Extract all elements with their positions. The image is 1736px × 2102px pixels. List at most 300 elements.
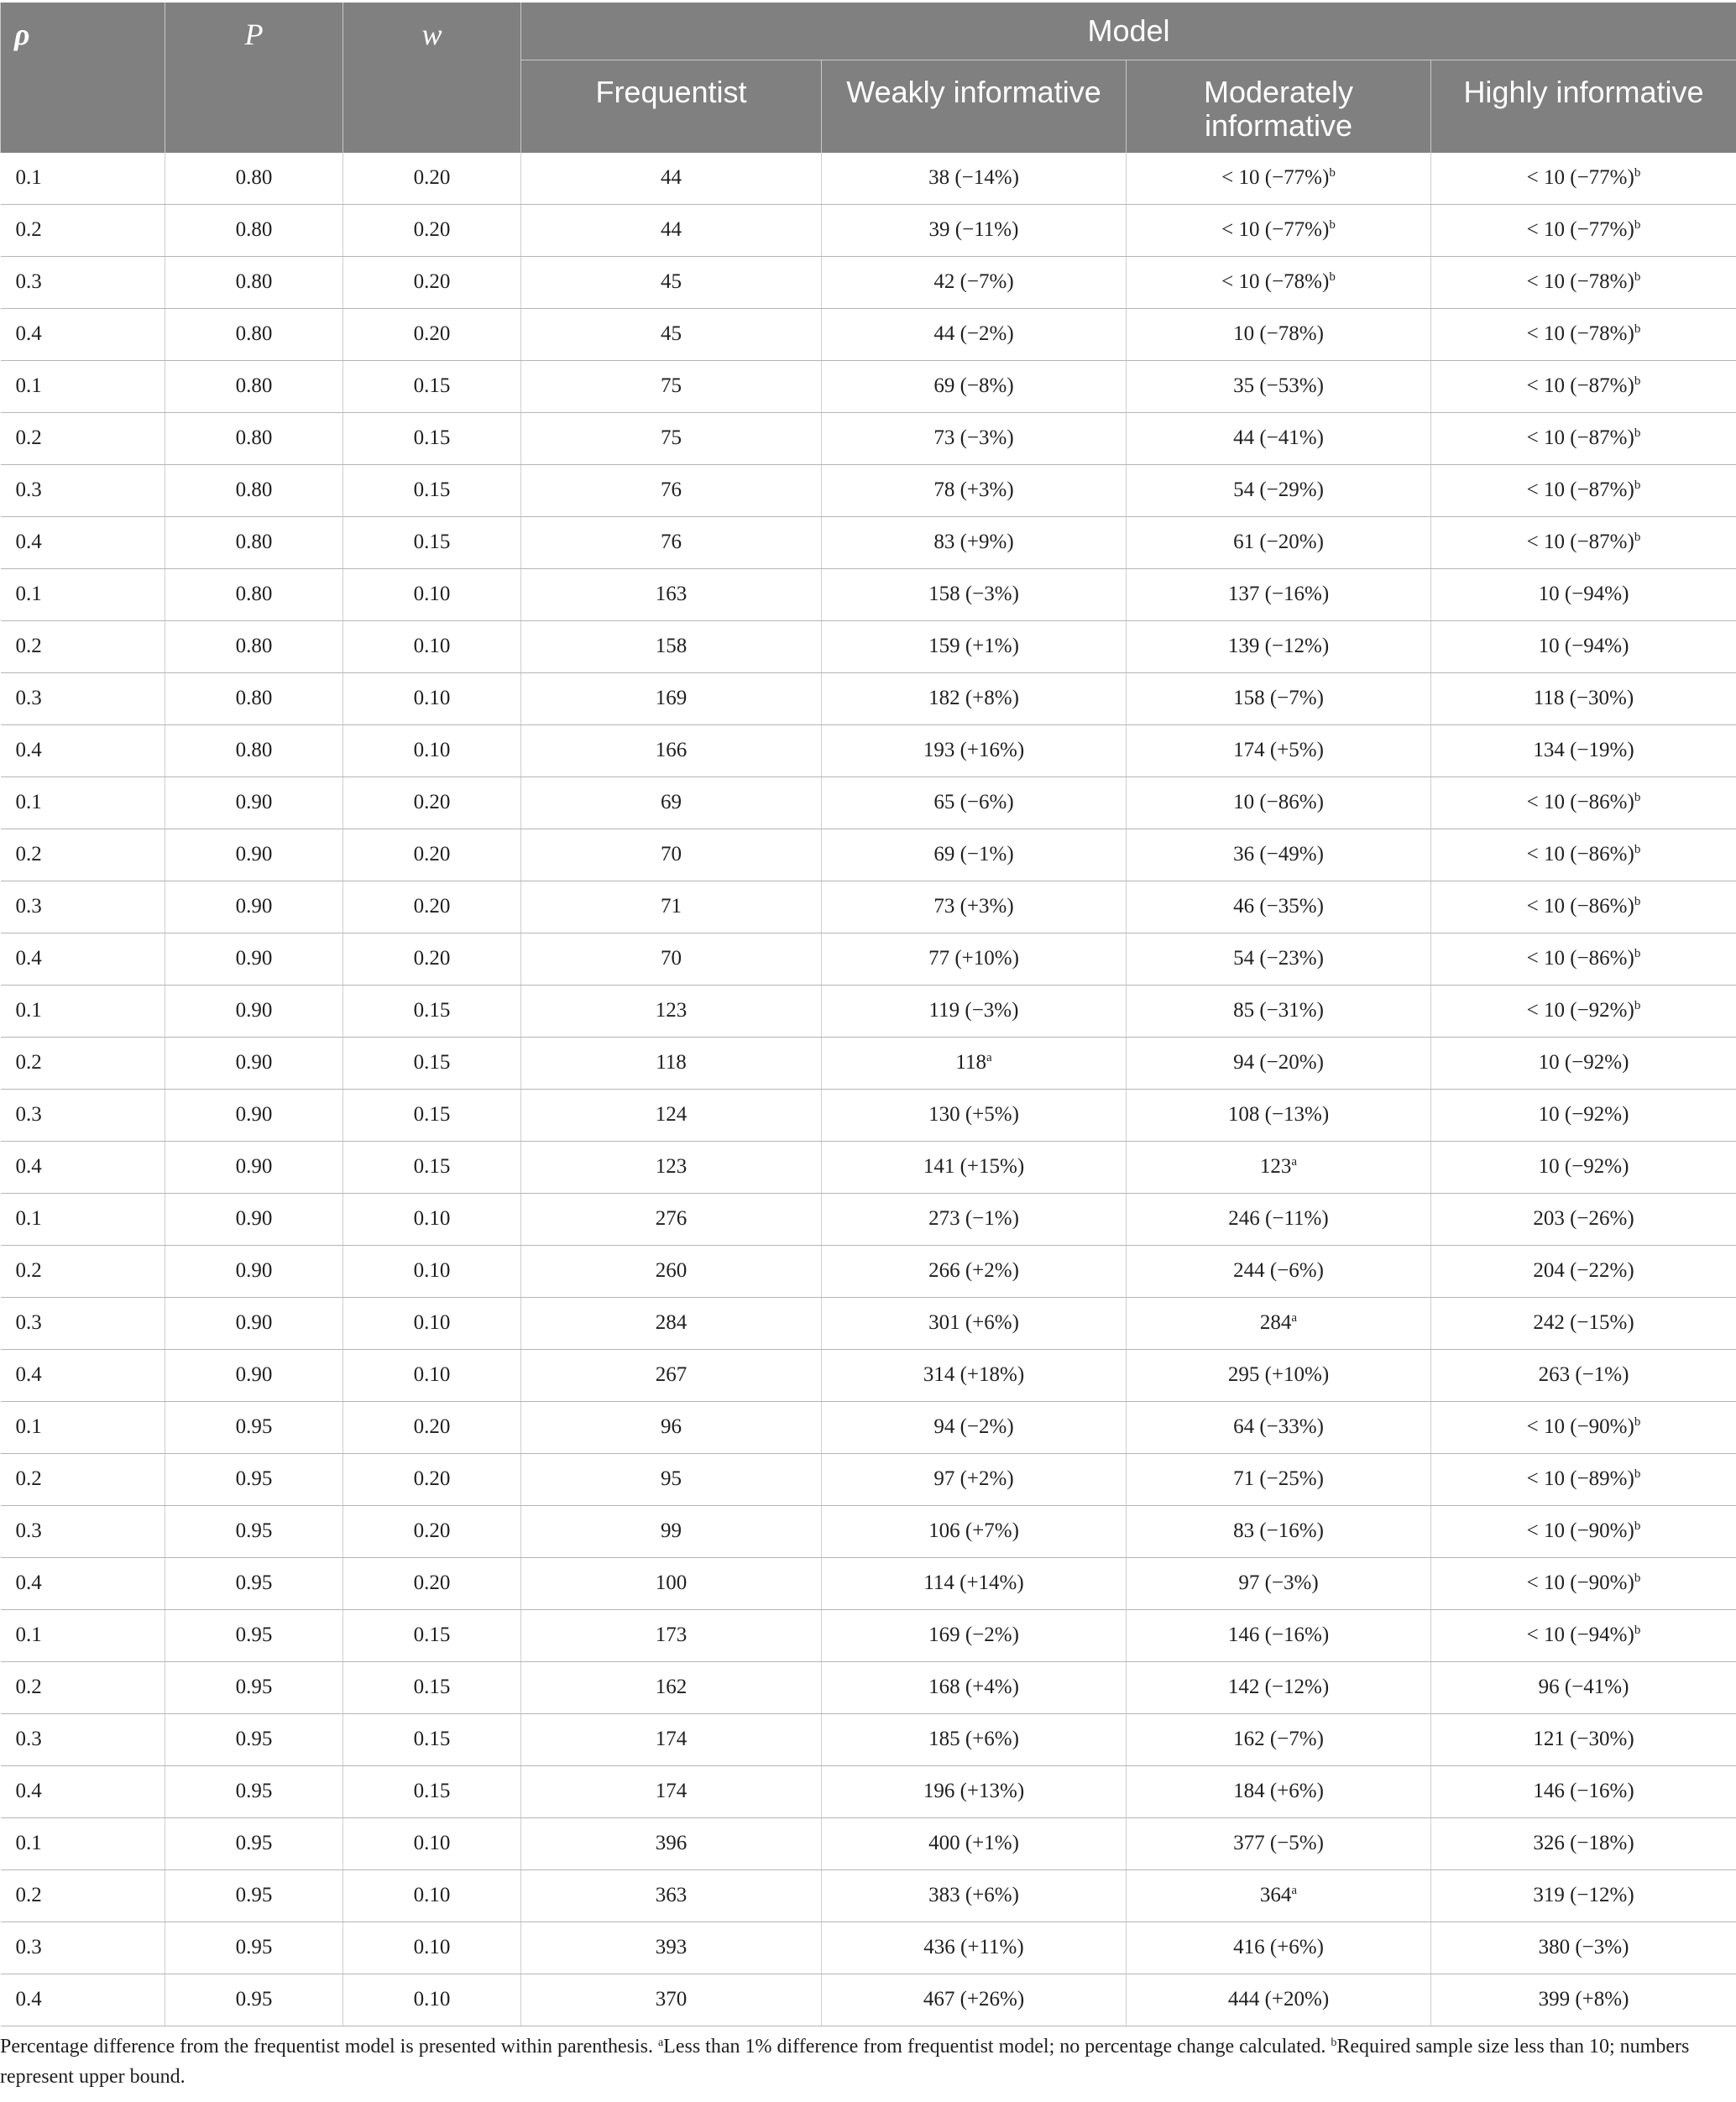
cell-w: 0.20 [343,933,521,985]
cell-weakly-informative [822,1141,1127,1193]
cell-weakly-informative [822,1974,1127,2026]
footnote-marker: b [1634,843,1641,856]
cell-value: 263 (−1%) [1538,1363,1629,1386]
cell-value: 95 [661,1467,682,1490]
table-header [1,3,1736,153]
cell-value: < 10 (−78%) [1526,322,1634,345]
cell-value: 260 [655,1259,688,1282]
table-row [1,672,1736,724]
cell-value: < 10 (−90%) [1526,1415,1634,1438]
footnote-marker: b [1634,895,1641,908]
cell-rho: 0.1 [1,1817,165,1869]
cell-rho: 0.1 [1,1401,165,1453]
cell-rho: 0.3 [1,881,165,933]
cell-value: 99 [661,1519,682,1542]
cell-value: 39 (−11%) [928,218,1019,241]
cell-rho: 0.1 [1,360,165,412]
table-row [1,1089,1736,1141]
cell-highly-informative [1431,204,1736,256]
cell-rho: 0.1 [1,985,165,1037]
cell-rho: 0.2 [1,829,165,881]
cell-frequentist [521,933,822,985]
cell-w: 0.20 [343,256,521,308]
cell-weakly-informative [822,620,1127,672]
footnote-marker: a [1291,1884,1298,1897]
cell-p: 0.90 [165,881,343,933]
cell-value: < 10 (−89%) [1526,1467,1634,1490]
cell-rho: 0.1 [1,153,165,205]
cell-weakly-informative [822,204,1127,256]
cell-frequentist [521,620,822,672]
table-row [1,516,1736,568]
cell-w: 0.20 [343,1453,521,1505]
cell-rho: 0.2 [1,412,165,464]
header-frequentist: Frequentist [521,60,822,153]
footnote-b: Required sample size less than 10; numbers represent upper bound. [0,2035,1690,2088]
cell-value: 364 [1259,1884,1292,1906]
cell-value: 284 [655,1311,688,1334]
cell-highly-informative [1431,1609,1736,1661]
cell-weakly-informative [822,308,1127,360]
cell-moderately-informative [1127,308,1431,360]
cell-weakly-informative [822,1193,1127,1245]
cell-value: 65 (−6%) [933,791,1014,813]
cell-w: 0.15 [343,464,521,516]
cell-moderately-informative [1127,1505,1431,1557]
cell-value: 196 (+13%) [923,1780,1025,1802]
cell-value: 83 (−16%) [1233,1519,1324,1542]
cell-weakly-informative [822,829,1127,881]
cell-highly-informative [1431,464,1736,516]
cell-p: 0.80 [165,516,343,568]
cell-p: 0.80 [165,412,343,464]
cell-frequentist [521,1817,822,1869]
cell-weakly-informative [822,1557,1127,1609]
header-highly-informative: Highly informative [1431,60,1736,153]
cell-value: < 10 (−86%) [1526,895,1634,918]
cell-frequentist [521,568,822,620]
cell-p: 0.95 [165,1869,343,1922]
cell-rho: 0.3 [1,464,165,516]
cell-moderately-informative [1127,620,1431,672]
header-w: w [343,3,521,153]
cell-w: 0.10 [343,724,521,776]
cell-p: 0.95 [165,1713,343,1765]
cell-w: 0.20 [343,308,521,360]
cell-weakly-informative [822,1453,1127,1505]
cell-w: 0.10 [343,568,521,620]
cell-moderately-informative [1127,1713,1431,1765]
cell-weakly-informative [822,724,1127,776]
cell-moderately-informative [1127,672,1431,724]
cell-moderately-informative [1127,1089,1431,1141]
table-row [1,829,1736,881]
cell-moderately-informative [1127,1974,1431,2026]
cell-p: 0.80 [165,672,343,724]
cell-w: 0.10 [343,1817,521,1869]
cell-rho: 0.2 [1,204,165,256]
cell-w: 0.15 [343,1141,521,1193]
cell-value: 142 (−12%) [1227,1676,1330,1698]
cell-value: < 10 (−78%) [1526,270,1634,293]
cell-moderately-informative [1127,1401,1431,1453]
cell-p: 0.95 [165,1765,343,1817]
cell-p: 0.90 [165,1089,343,1141]
cell-value: 44 (−2%) [933,322,1014,345]
cell-value: 76 [661,478,682,501]
cell-frequentist [521,1141,822,1193]
cell-highly-informative [1431,1765,1736,1817]
cell-weakly-informative [822,412,1127,464]
cell-value: 97 (−3%) [1238,1571,1319,1594]
cell-p: 0.95 [165,1453,343,1505]
cell-moderately-informative [1127,1557,1431,1609]
cell-p: 0.95 [165,1661,343,1713]
cell-weakly-informative [822,1089,1127,1141]
table-row [1,204,1736,256]
cell-frequentist [521,829,822,881]
cell-value: < 10 (−77%) [1221,218,1330,241]
cell-value: 44 [661,218,682,241]
cell-p: 0.80 [165,724,343,776]
table-row [1,1245,1736,1297]
table-row [1,256,1736,308]
cell-rho: 0.3 [1,256,165,308]
cell-moderately-informative [1127,1037,1431,1089]
cell-value: 78 (+3%) [933,478,1014,501]
cell-value: 162 [655,1676,688,1698]
cell-weakly-informative [822,1713,1127,1765]
cell-value: 134 (−19%) [1533,739,1634,761]
cell-w: 0.15 [343,360,521,412]
cell-w: 0.20 [343,829,521,881]
cell-rho: 0.3 [1,672,165,724]
table-row [1,1453,1736,1505]
cell-w: 0.20 [343,204,521,256]
cell-highly-informative [1431,1037,1736,1089]
cell-rho: 0.1 [1,1193,165,1245]
cell-moderately-informative [1127,1817,1431,1869]
cell-value: < 10 (−87%) [1526,426,1634,449]
cell-frequentist [521,1922,822,1974]
cell-rho: 0.2 [1,1453,165,1505]
cell-value: < 10 (−92%) [1526,999,1634,1022]
cell-w: 0.20 [343,881,521,933]
cell-value: 114 (+14%) [923,1571,1024,1594]
cell-weakly-informative [822,360,1127,412]
cell-moderately-informative [1127,1297,1431,1349]
cell-value: 10 (−94%) [1538,635,1629,657]
cell-highly-informative [1431,1557,1736,1609]
table-footnote [0,2031,1736,2092]
cell-value: 45 [661,270,682,293]
cell-value: 184 (+6%) [1233,1780,1324,1802]
cell-value: 146 (−16%) [1227,1624,1330,1646]
cell-value: 54 (−29%) [1233,478,1324,501]
cell-value: 158 (−3%) [928,583,1019,605]
cell-rho: 0.4 [1,308,165,360]
cell-value: 97 (+2%) [933,1467,1014,1490]
table-body [1,153,1736,2026]
cell-frequentist [521,1193,822,1245]
cell-p: 0.80 [165,204,343,256]
cell-value: 123 [1259,1155,1292,1178]
cell-highly-informative [1431,308,1736,360]
cell-rho: 0.4 [1,1765,165,1817]
cell-value: 73 (−3%) [933,426,1014,449]
footnote-marker: b [1634,426,1641,440]
footnote-marker: b [1634,1467,1641,1481]
cell-w: 0.15 [343,1609,521,1661]
cell-weakly-informative [822,1661,1127,1713]
cell-p: 0.80 [165,256,343,308]
cell-w: 0.15 [343,412,521,464]
cell-value: 137 (−16%) [1227,583,1330,605]
cell-value: < 10 (−77%) [1526,166,1634,189]
cell-frequentist [521,1245,822,1297]
cell-moderately-informative [1127,776,1431,829]
table-row [1,933,1736,985]
cell-frequentist [521,153,822,205]
cell-p: 0.90 [165,776,343,829]
table-row [1,1661,1736,1713]
footnote-marker: b [1634,1519,1641,1533]
cell-w: 0.20 [343,1401,521,1453]
footnote-marker: b [1634,947,1641,960]
footnote-marker: b [1634,166,1641,180]
table-row [1,1974,1736,2026]
cell-p: 0.80 [165,620,343,672]
cell-rho: 0.2 [1,1245,165,1297]
cell-frequentist [521,1505,822,1557]
cell-w: 0.20 [343,1505,521,1557]
cell-rho: 0.3 [1,1089,165,1141]
cell-frequentist [521,256,822,308]
cell-value: 54 (−23%) [1233,947,1324,970]
cell-p: 0.80 [165,360,343,412]
cell-value: 69 (−1%) [933,843,1014,865]
cell-highly-informative [1431,568,1736,620]
cell-value: 124 [655,1103,688,1126]
cell-moderately-informative [1127,1245,1431,1297]
cell-frequentist [521,672,822,724]
cell-moderately-informative [1127,1141,1431,1193]
cell-highly-informative [1431,153,1736,205]
footnote-marker: b [1634,1624,1641,1637]
cell-value: < 10 (−87%) [1526,531,1634,553]
table-row [1,1557,1736,1609]
cell-p: 0.95 [165,1817,343,1869]
cell-weakly-informative [822,1245,1127,1297]
table-row [1,360,1736,412]
table-row [1,1141,1736,1193]
cell-value: 158 [655,635,688,657]
cell-value: 141 (+15%) [923,1155,1025,1178]
cell-value: 163 [655,583,688,605]
cell-p: 0.90 [165,985,343,1037]
footnote-marker: b [1634,999,1641,1012]
cell-rho: 0.4 [1,1974,165,2026]
cell-w: 0.15 [343,1089,521,1141]
cell-value: 69 (−8%) [933,374,1014,397]
cell-value: 444 (+20%) [1227,1988,1330,2010]
cell-weakly-informative [822,153,1127,205]
cell-value: 10 (−86%) [1233,791,1324,813]
footnote-a: Less than 1% difference from frequentist model; no percentage change calculated. [663,2035,1331,2058]
table-row [1,464,1736,516]
footnote-marker: b [1634,218,1641,232]
cell-highly-informative [1431,256,1736,308]
cell-p: 0.80 [165,153,343,205]
table-row [1,1505,1736,1557]
cell-value: 10 (−94%) [1538,583,1629,605]
cell-highly-informative [1431,1922,1736,1974]
footnote-mark-a: a [657,2036,664,2049]
cell-frequentist [521,464,822,516]
cell-value: 416 (+6%) [1233,1936,1324,1958]
cell-value: 123 [655,999,688,1022]
footnote-marker: b [1329,270,1336,284]
cell-frequentist [521,1661,822,1713]
cell-value: 77 (+10%) [928,947,1019,970]
cell-w: 0.20 [343,153,521,205]
cell-highly-informative [1431,1817,1736,1869]
cell-frequentist [521,1609,822,1661]
cell-w: 0.15 [343,1713,521,1765]
table-row [1,1765,1736,1817]
cell-rho: 0.1 [1,568,165,620]
cell-w: 0.20 [343,1557,521,1609]
cell-value: 100 [655,1571,688,1594]
cell-frequentist [521,1765,822,1817]
cell-frequentist [521,1297,822,1349]
cell-highly-informative [1431,985,1736,1037]
cell-value: 273 (−1%) [928,1207,1019,1230]
cell-highly-informative [1431,1505,1736,1557]
footnote-marker: b [1634,531,1641,544]
table-row [1,153,1736,205]
cell-rho: 0.3 [1,1297,165,1349]
table-row [1,881,1736,933]
footnote-marker: b [1634,1415,1641,1429]
cell-p: 0.90 [165,1141,343,1193]
cell-value: 119 (−3%) [928,999,1019,1022]
cell-w: 0.15 [343,516,521,568]
cell-value: 36 (−49%) [1233,843,1324,865]
table-row [1,412,1736,464]
table-row [1,620,1736,672]
cell-frequentist [521,1349,822,1401]
cell-value: 284 [1259,1311,1292,1334]
cell-value: 204 (−22%) [1533,1259,1634,1282]
cell-frequentist [521,1453,822,1505]
cell-weakly-informative [822,464,1127,516]
cell-value: 83 (+9%) [933,531,1014,553]
cell-w: 0.10 [343,1869,521,1922]
cell-p: 0.90 [165,1037,343,1089]
cell-p: 0.80 [165,568,343,620]
cell-highly-informative [1431,881,1736,933]
cell-value: 301 (+6%) [928,1311,1019,1334]
cell-value: 203 (−26%) [1533,1207,1634,1230]
cell-value: 276 [655,1207,688,1230]
cell-value: < 10 (−90%) [1526,1571,1634,1594]
cell-p: 0.95 [165,1401,343,1453]
cell-frequentist [521,308,822,360]
cell-value: < 10 (−86%) [1526,843,1634,865]
cell-highly-informative [1431,1349,1736,1401]
cell-w: 0.10 [343,1349,521,1401]
cell-moderately-informative [1127,1922,1431,1974]
cell-frequentist [521,985,822,1037]
cell-highly-informative [1431,1141,1736,1193]
table-row [1,985,1736,1037]
cell-weakly-informative [822,1401,1127,1453]
cell-p: 0.95 [165,1922,343,1974]
cell-value: 71 [661,895,682,918]
cell-rho: 0.2 [1,1037,165,1089]
cell-value: 118 [656,1051,687,1074]
cell-moderately-informative [1127,204,1431,256]
cell-p: 0.95 [165,1505,343,1557]
cell-value: 46 (−35%) [1233,895,1324,918]
cell-p: 0.80 [165,464,343,516]
cell-highly-informative [1431,1245,1736,1297]
cell-frequentist [521,1869,822,1922]
cell-value: 130 (+5%) [928,1103,1019,1126]
cell-rho: 0.3 [1,1505,165,1557]
results-table [0,3,1736,2026]
footnote-mark-b: b [1331,2036,1337,2049]
cell-value: < 10 (−87%) [1526,478,1634,501]
cell-highly-informative [1431,1713,1736,1765]
cell-frequentist [521,881,822,933]
cell-value: < 10 (−78%) [1221,270,1330,293]
cell-value: < 10 (−87%) [1526,374,1634,397]
footnote-marker: b [1329,166,1336,180]
cell-value: 169 [655,687,688,709]
cell-highly-informative [1431,620,1736,672]
cell-value: 75 [661,426,682,449]
cell-weakly-informative [822,1297,1127,1349]
cell-moderately-informative [1127,153,1431,205]
cell-w: 0.10 [343,1193,521,1245]
cell-frequentist [521,1401,822,1453]
cell-value: 169 (−2%) [928,1624,1019,1646]
cell-value: 118 (−30%) [1533,687,1634,709]
cell-value: 94 (−20%) [1233,1051,1324,1074]
header-moderately-informative: Moderately informative [1127,60,1431,153]
cell-moderately-informative [1127,724,1431,776]
cell-value: 246 (−11%) [1228,1207,1329,1230]
cell-value: 393 [655,1936,688,1958]
cell-moderately-informative [1127,881,1431,933]
cell-value: 377 (−5%) [1233,1832,1324,1854]
cell-value: 168 (+4%) [928,1676,1019,1698]
cell-frequentist [521,1089,822,1141]
footnote-marker: b [1634,1571,1641,1585]
table-row [1,1609,1736,1661]
cell-p: 0.90 [165,1245,343,1297]
cell-rho: 0.2 [1,1869,165,1922]
cell-value: 267 [655,1363,688,1386]
table-row [1,1193,1736,1245]
table-row [1,1037,1736,1089]
table-row [1,1922,1736,1974]
header-weakly-informative: Weakly informative [822,60,1127,153]
cell-value: 363 [655,1884,688,1906]
header-p: P [165,3,343,153]
